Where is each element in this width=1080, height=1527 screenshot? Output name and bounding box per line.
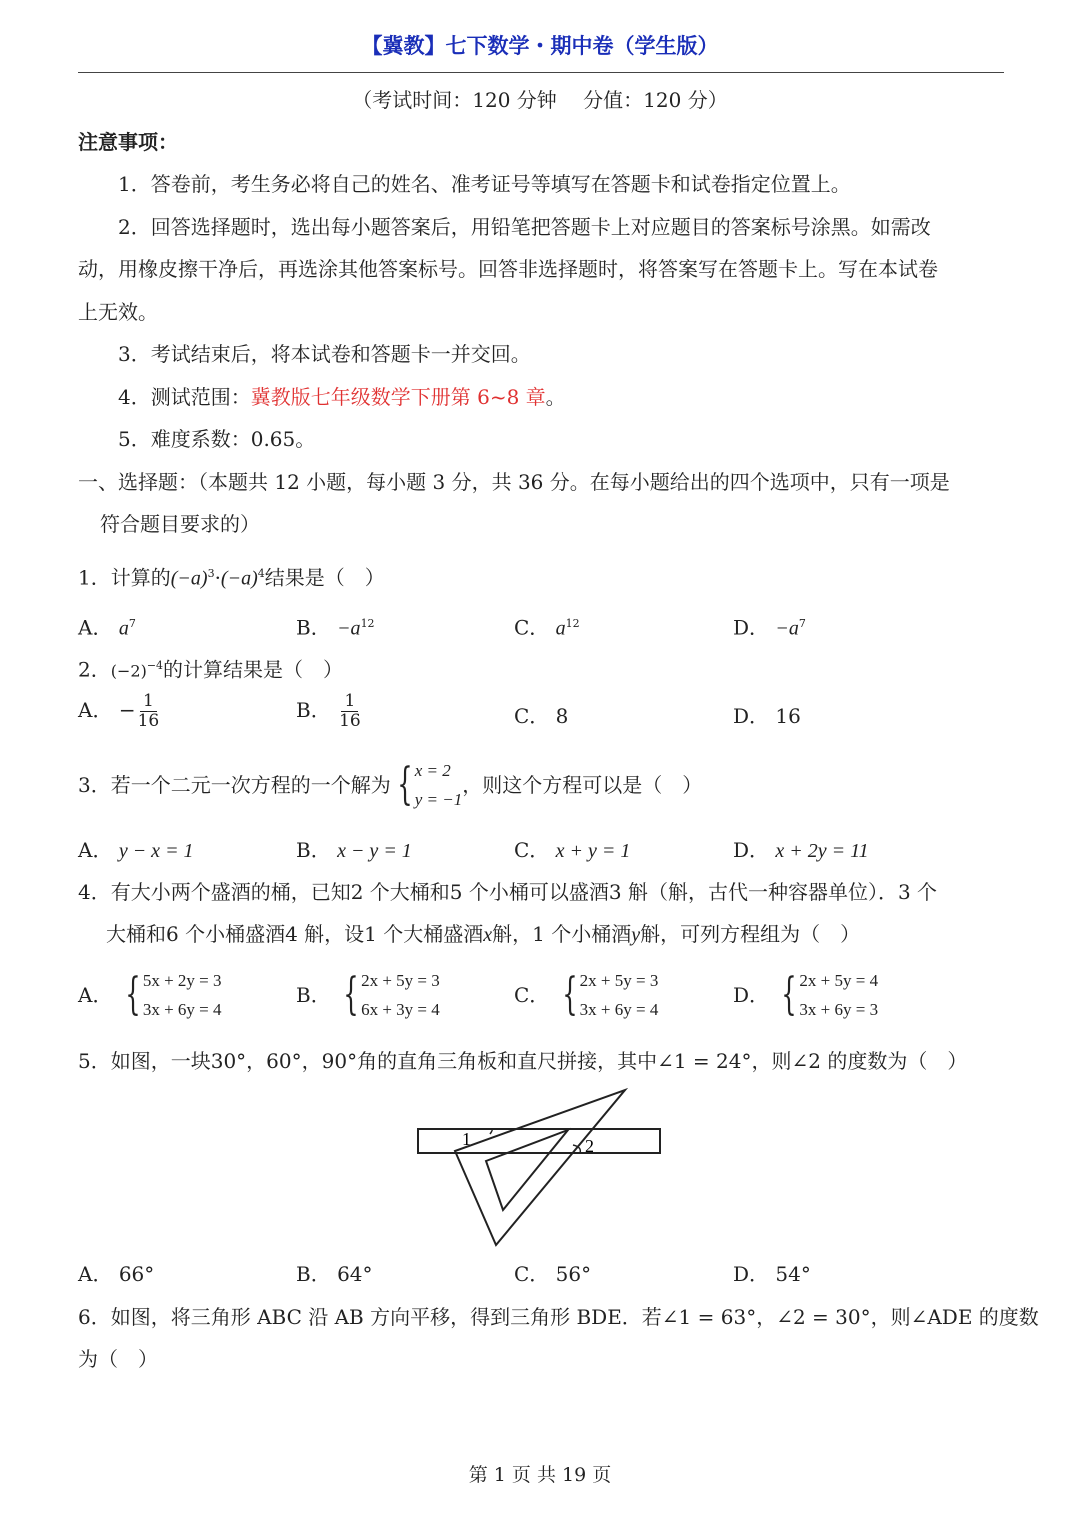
q1-expr-a: (−a) [170, 567, 208, 590]
q3-option-d [733, 836, 869, 865]
option-label: A． [78, 838, 113, 862]
option-label: A． [78, 698, 113, 722]
q4-text: 大桶和6 个小桶盛酒4 斛，设1 个大桶盛酒 [106, 922, 484, 946]
brace-icon: { [397, 759, 413, 810]
q4-option-a [78, 966, 222, 1024]
exam-info: （考试时间：120 分钟 分值：120 分） [352, 88, 728, 112]
q2-option-b [296, 692, 363, 731]
q5-option-a [78, 1260, 154, 1288]
option-label: C． [514, 838, 550, 862]
q4-var-x: x [483, 924, 493, 946]
q1-option-a [78, 610, 136, 643]
equation-system [337, 966, 440, 1024]
q4-option-c [514, 966, 658, 1024]
option-exp: 12 [565, 617, 580, 630]
q2-option-d [733, 702, 801, 730]
question-3 [78, 756, 702, 814]
notice-item-5: 5．难度系数：0.65。 [118, 427, 316, 451]
option-value: y − x = 1 [118, 840, 194, 862]
system-row: 2x + 5y = 4 [799, 971, 879, 990]
q2-exp: −4 [146, 659, 164, 672]
question-6-line-1: 6．如图，将三角形 ABC 沿 AB 方向平移，得到三角形 BDE．若∠1 = 63°，∠2 = 30°，则∠ADE 的度数 [78, 1305, 1039, 1329]
option-label: A． [78, 615, 113, 640]
option-value: a [118, 617, 129, 640]
option-label: D． [733, 838, 770, 862]
section-1-heading-cont: 符合题目要求的） [100, 512, 260, 536]
test-scope: 冀教版七年级数学下册第 6~8 章 [250, 385, 546, 409]
option-label: C． [514, 983, 550, 1007]
notice-title: 注意事项： [78, 130, 178, 154]
q1-option-c [514, 610, 580, 643]
q4-option-b [296, 966, 440, 1024]
brace-icon: { [343, 969, 359, 1020]
q3-option-c [514, 836, 630, 865]
brace-icon: { [561, 969, 578, 1020]
q1-option-b [296, 610, 375, 643]
option-label: D． [733, 1262, 770, 1286]
notice-item-4-prefix: 4．测试范围： [118, 385, 251, 409]
angle-1-label: 1 [462, 1129, 471, 1149]
question-1 [78, 560, 385, 593]
q1-suffix: 结果是（ ） [264, 565, 385, 590]
option-value: x + y = 1 [555, 840, 631, 862]
q5-option-c [514, 1260, 591, 1288]
option-value: x − y = 1 [337, 840, 412, 862]
section-1-heading: 一、选择题：（本题共 12 小题，每小题 3 分，共 36 分。在每小题给出的四个选项中，只有一项是 [78, 470, 950, 494]
option-label: D． [733, 704, 770, 728]
triangle-inner [486, 1130, 568, 1210]
option-value: 8 [555, 704, 569, 728]
q1-expr-b: (−a) [220, 567, 258, 590]
option-label: C． [514, 1262, 550, 1286]
question-4-line-1: 4．有大小两个盛酒的桶，已知2 个大桶和5 个小桶可以盛酒3 斛（斛，古代一种容器单位）．3 个 [78, 880, 938, 904]
q3-suffix: ，则这个方程可以是（ ） [462, 773, 703, 797]
q4-text: 斛，1 个小桶酒 [492, 922, 632, 946]
system-row: 5x + 2y = 3 [142, 971, 222, 990]
q3-option-a [78, 836, 194, 865]
system-row: 2x + 5y = 3 [579, 971, 659, 990]
q3-option-b [296, 836, 412, 865]
q4-text: 斛，可列方程组为（ ） [640, 922, 861, 946]
option-value: −a [775, 617, 799, 640]
fraction [339, 692, 361, 731]
numerator: 1 [140, 692, 157, 712]
system-row: x = 2 [414, 761, 451, 780]
option-label: D． [733, 983, 770, 1007]
q3-prefix: 3．若一个二元一次方程的一个解为 [78, 773, 391, 797]
equation-system [556, 966, 659, 1024]
fraction [138, 692, 160, 731]
option-value: 56° [555, 1262, 592, 1286]
q2-suffix: 的计算结果是（ ） [163, 657, 344, 682]
option-exp: 12 [360, 617, 375, 630]
option-label: C． [514, 615, 550, 640]
notice-item-3: 3．考试结束后，将本试卷和答题卡一并交回。 [118, 342, 531, 366]
system-row: 2x + 5y = 3 [361, 971, 440, 990]
option-value: x + 2y = 11 [775, 840, 869, 862]
notice-item-4-suffix: 。 [545, 385, 566, 409]
notice-item-2-cont: 动，用橡皮擦干净后，再选涂其他答案标号。回答非选择题时，将答案写在答题卡上。写在本试卷 [78, 257, 938, 281]
option-label: B． [296, 615, 331, 640]
system-row: 6x + 3y = 4 [361, 1000, 440, 1019]
notice-item-2-end: 上无效。 [78, 300, 158, 324]
notice-item-4 [118, 383, 566, 411]
option-label: C． [514, 704, 550, 728]
triangle-outer [455, 1090, 625, 1245]
option-label: D． [733, 615, 770, 640]
q4-option-d [733, 966, 878, 1024]
q5-option-b [296, 1260, 373, 1288]
q1-exp-3: 3 [207, 567, 215, 580]
q1-dot: · [214, 565, 221, 590]
brace-icon: { [781, 969, 798, 1020]
option-value: a [555, 617, 566, 640]
option-label: B． [296, 1262, 331, 1286]
option-value: 16 [775, 704, 801, 728]
page-number: 第 1 页 共 19 页 [468, 1464, 612, 1486]
option-label: B． [296, 838, 331, 862]
ruler-triangle-figure [410, 1085, 670, 1255]
q1-option-d [733, 610, 806, 643]
option-value: 54° [775, 1262, 811, 1286]
brace-icon: { [125, 969, 141, 1020]
denominator: 16 [137, 711, 160, 731]
option-label: B． [296, 698, 331, 722]
document-header: 【冀教】七下数学・期中卷（学生版） [361, 34, 719, 58]
numerator: 1 [341, 692, 358, 712]
option-value: 66° [118, 1262, 155, 1286]
q2-expr: (−2) [110, 661, 147, 681]
option-exp: 7 [798, 617, 806, 630]
question-4-line-2 [106, 920, 860, 949]
notice-item-2: 2．回答选择题时，选出每小题答案后，用铅笔把答题卡上对应题目的答案标号涂黑。如需改 [118, 215, 931, 239]
q2-prefix: 2． [78, 657, 111, 682]
option-label: A． [78, 983, 113, 1007]
option-label: B． [296, 983, 331, 1007]
system-row: 3x + 6y = 3 [799, 1000, 879, 1019]
q2-option-a [78, 692, 161, 731]
system-row: 3x + 6y = 4 [142, 1000, 222, 1019]
system-row: y = −1 [414, 790, 463, 809]
question-2 [78, 652, 343, 686]
equation-system [119, 966, 222, 1024]
q4-var-y: y [631, 924, 641, 946]
denominator: 16 [339, 711, 361, 731]
equation-system [391, 756, 463, 814]
option-sign: − [118, 698, 136, 722]
option-label: A． [78, 1262, 113, 1286]
q1-prefix: 1．计算的 [78, 565, 171, 590]
notice-item-1: 1．答卷前，考生务必将自己的姓名、准考证号等填写在答题卡和试卷指定位置上。 [118, 172, 851, 196]
question-6-line-2: 为（ ） [78, 1347, 158, 1371]
option-exp: 7 [128, 617, 136, 630]
equation-system [775, 966, 878, 1024]
angle-2-label: 2 [585, 1136, 594, 1156]
q5-option-d [733, 1260, 811, 1288]
question-5: 5．如图，一块30°，60°，90°角的直角三角板和直尺拼接，其中∠1 = 24°，则∠2 的度数为（ ） [78, 1049, 968, 1073]
q1-exp-4: 4 [257, 567, 265, 580]
q2-option-c [514, 702, 568, 730]
system-row: 3x + 6y = 4 [579, 1000, 659, 1019]
header-rule [78, 72, 1004, 73]
option-value: 64° [337, 1262, 373, 1286]
option-value: −a [337, 617, 361, 640]
